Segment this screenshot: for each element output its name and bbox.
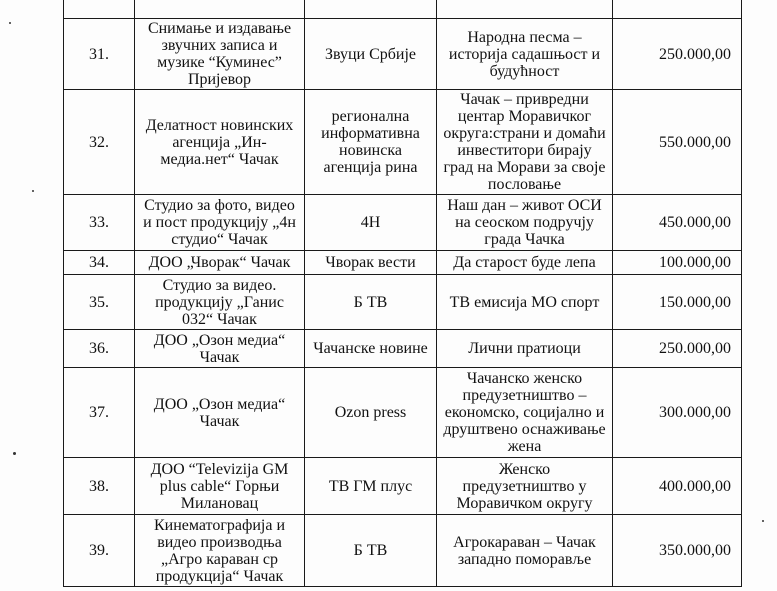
scan-speck — [762, 520, 764, 522]
cell-project: Агрокараван – Чачак западно поморавље — [437, 515, 613, 587]
scan-speck — [13, 452, 16, 455]
cell-amount: 100.000,00 — [613, 251, 742, 275]
cell-program: Ozon press — [305, 368, 437, 458]
cell-applicant — [135, 0, 305, 19]
cell-program: ТВ ГМ плус — [305, 458, 437, 515]
grant-allocation-table — [63, 0, 742, 587]
cell-project: Наш дан – живот ОСИ на сеоском подручју града Чачка — [437, 195, 613, 251]
cell-program: регионална информативна новинска агенција рина — [305, 90, 437, 195]
table-row-36 — [64, 330, 742, 368]
cell-applicant: ДОО „Озон медиа“ Чачак — [135, 330, 305, 368]
cell-applicant: ДОО “Televizija GM plus cable“ Горњи Милановац — [135, 458, 305, 515]
cell-amount: 350.000,00 — [613, 515, 742, 587]
cell-number: 32. — [64, 90, 135, 195]
cell-amount — [613, 0, 742, 19]
cell-amount: 250.000,00 — [613, 19, 742, 90]
cell-amount: 400.000,00 — [613, 458, 742, 515]
cell-project: Женско предузетништво у Моравичком округу — [437, 458, 613, 515]
table-row-32 — [64, 90, 742, 195]
table-row-37 — [64, 368, 742, 458]
cell-applicant: Снимање и издавање звучних записа и музике “Куминес” Пријевор — [135, 19, 305, 90]
cell-program: Чворак вести — [305, 251, 437, 275]
scan-speck — [32, 190, 34, 192]
table-row-34 — [64, 251, 742, 275]
cell-amount: 550.000,00 — [613, 90, 742, 195]
cell-project — [437, 0, 613, 19]
cell-program: Звуци Србије — [305, 19, 437, 90]
cell-program: 4Н — [305, 195, 437, 251]
cell-program: Б ТВ — [305, 275, 437, 330]
cell-number: 34. — [64, 251, 135, 275]
cell-applicant: Делатност новинских агенција „Ин-медиа.нет“ Чачак — [135, 90, 305, 195]
table-row-39 — [64, 515, 742, 587]
cell-amount: 300.000,00 — [613, 368, 742, 458]
table-row-31 — [64, 19, 742, 90]
cell-program: Чачанске новине — [305, 330, 437, 368]
cell-program — [305, 0, 437, 19]
cell-project: Чачак – привредни центар Моравичког округа:страни и домаћи инвеститори бирају град на Морави за своје пословање — [437, 90, 613, 195]
cell-number: 38. — [64, 458, 135, 515]
cell-number: 33. — [64, 195, 135, 251]
cell-number: 39. — [64, 515, 135, 587]
scan-speck — [9, 22, 11, 24]
cell-number: 36. — [64, 330, 135, 368]
cell-amount: 150.000,00 — [613, 275, 742, 330]
cell-number: 31. — [64, 19, 135, 90]
cell-project: Лични пратиоци — [437, 330, 613, 368]
cell-applicant: Кинематографија и видео производња „Агро караван ср продукција“ Чачак — [135, 515, 305, 587]
cell-applicant: Студио за видео. продукцију „Ганис 032“ Чачак — [135, 275, 305, 330]
cell-number: 37. — [64, 368, 135, 458]
table-row-35 — [64, 275, 742, 330]
cell-amount: 250.000,00 — [613, 330, 742, 368]
cell-number: 35. — [64, 275, 135, 330]
cell-applicant: Студио за фото, видео и пост продукцију „4н студио“ Чачак — [135, 195, 305, 251]
cell-applicant: ДОО „Озон медиа“ Чачак — [135, 368, 305, 458]
cell-project: ТВ емисија МО спорт — [437, 275, 613, 330]
cell-number — [64, 0, 135, 19]
cell-applicant: ДОО „Чворак“ Чачак — [135, 251, 305, 275]
cell-project: Народна песма – историја садашњост и будућност — [437, 19, 613, 90]
cell-program: Б ТВ — [305, 515, 437, 587]
cell-project: Чачанско женско предузетништво – економско, социјално и друштвено оснаживање жена — [437, 368, 613, 458]
cell-project: Да старост буде лепа — [437, 251, 613, 275]
table-row-38 — [64, 458, 742, 515]
cell-amount: 450.000,00 — [613, 195, 742, 251]
table-row-33 — [64, 195, 742, 251]
table-row-clipped-top — [64, 0, 742, 19]
